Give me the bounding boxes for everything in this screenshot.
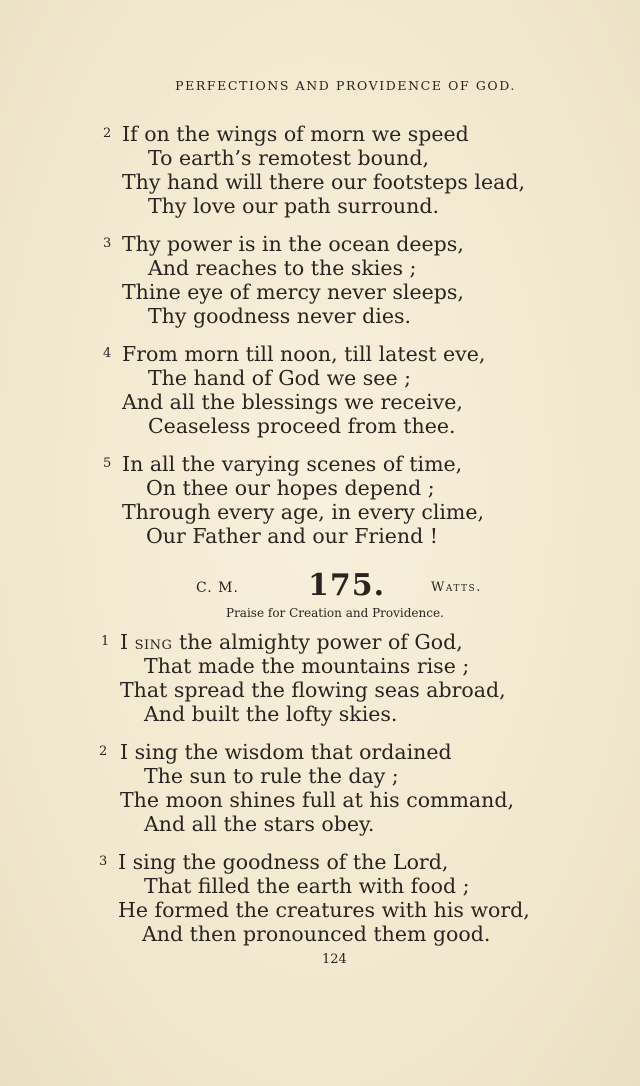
verse-line: Thy love our path surround. <box>148 194 439 218</box>
verse-line: Thy power is in the ocean deeps, <box>122 232 464 256</box>
hymn-author: Watts. <box>431 580 482 595</box>
hymn-meter: C. M. <box>196 580 239 596</box>
verse-line: The hand of God we see ; <box>148 366 411 390</box>
running-header: PERFECTIONS AND PROVIDENCE OF GOD. <box>175 78 516 93</box>
verse-line: That made the mountains rise ; <box>144 654 470 678</box>
stanza-number: 3 <box>103 236 112 251</box>
initial-word: I <box>120 630 129 654</box>
verse-line: On thee our hopes depend ; <box>146 476 435 500</box>
verse-line: And all the stars obey. <box>144 812 375 836</box>
verse-line: I sing the goodness of the Lord, <box>118 850 449 874</box>
stanza-number: 3 <box>99 854 108 869</box>
verse-line: Thy goodness never dies. <box>148 304 412 328</box>
stanza-number: 4 <box>103 346 112 361</box>
stanza-number: 2 <box>99 744 108 759</box>
verse-line: Ceaseless proceed from thee. <box>148 414 456 438</box>
verse-line: In all the varying scenes of time, <box>122 452 463 476</box>
verse-line: He formed the creatures with his word, <box>118 898 530 922</box>
page-number: 124 <box>322 952 347 967</box>
verse-line: Thine eye of mercy never sleeps, <box>122 280 464 304</box>
stanza-number: 1 <box>101 634 110 649</box>
verse-line: Through every age, in every clime, <box>122 500 485 524</box>
verse-line: And reaches to the skies ; <box>148 256 417 280</box>
stanza-number: 5 <box>103 456 112 471</box>
verse-line: And built the lofty skies. <box>144 702 398 726</box>
verse-line: To earth’s remotest bound, <box>148 146 429 170</box>
verse-line: Thy hand will there our footsteps lead, <box>122 170 525 194</box>
verse-line: That filled the earth with food ; <box>144 874 470 898</box>
verse-line: That spread the flowing seas abroad, <box>120 678 506 702</box>
smallcaps-word: sing <box>134 633 173 654</box>
line-remainder: the almighty power of God, <box>172 630 463 654</box>
verse-line: Our Father and our Friend ! <box>146 524 438 548</box>
hymn-subtitle: Praise for Creation and Providence. <box>226 606 444 620</box>
verse-line: The moon shines full at his command, <box>120 788 514 812</box>
verse-line-first <box>120 630 463 656</box>
verse-line: And all the blessings we receive, <box>122 390 463 414</box>
verse-line: If on the wings of morn we speed <box>122 122 469 146</box>
verse-line: I sing the wisdom that ordained <box>120 740 452 764</box>
hymn-number: 175. <box>308 568 386 603</box>
verse-line: And then pronounced them good. <box>142 922 491 946</box>
verse-line: From morn till noon, till latest eve, <box>122 342 486 366</box>
stanza-number: 2 <box>103 126 112 141</box>
verse-line: The sun to rule the day ; <box>144 764 399 788</box>
hymn-heading <box>0 568 640 608</box>
